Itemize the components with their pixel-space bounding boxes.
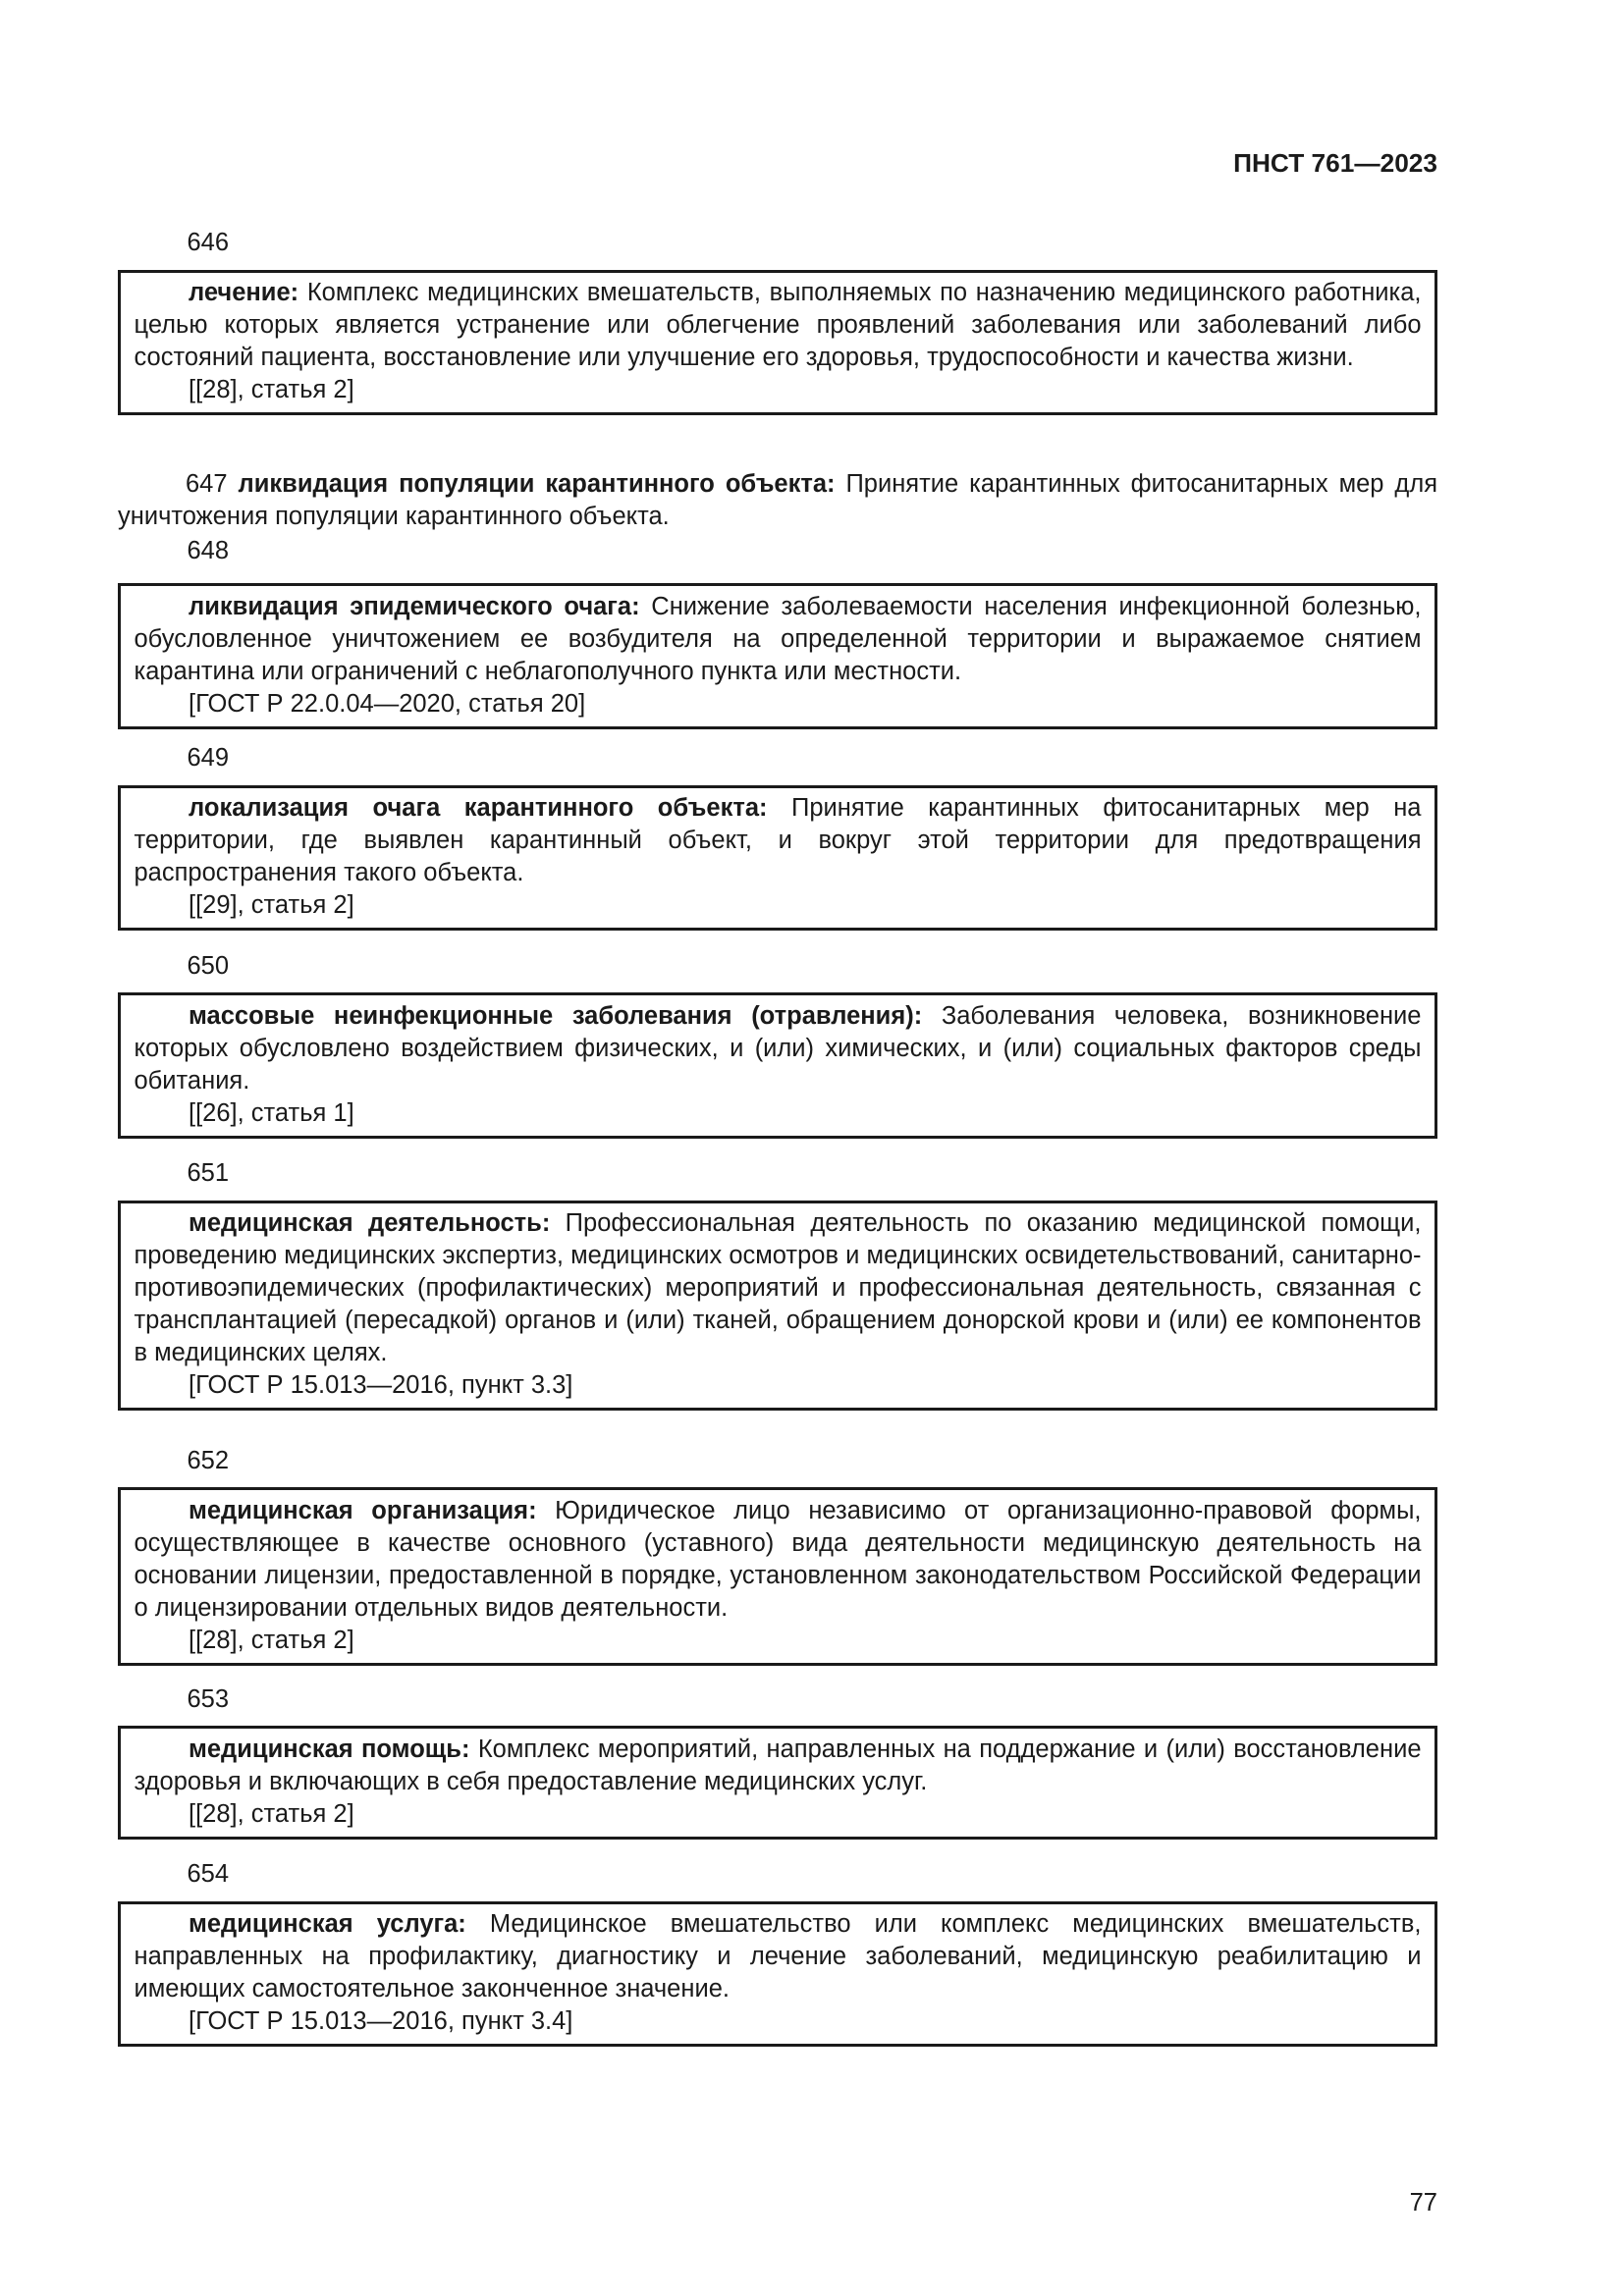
definition-text [135,792,1422,889]
definition-box-653 [118,1726,1437,1840]
definition-text [135,591,1422,688]
source-reference: [ГОСТ Р 22.0.04—2020, статья 20] [189,689,586,718]
source-reference: [ГОСТ Р 15.013—2016, пункт 3.3] [189,1371,573,1399]
term: лечение: [189,279,299,306]
term: локализация очага карантинного объекта: [189,794,768,822]
definition-box-650 [118,992,1437,1139]
source-reference: [[26], статья 1] [189,1098,354,1127]
definition: Комплекс мероприятий, направленных на поддержание и (или) восстановление здоровья и включающих в себя предоставление медицинских услуг. [134,1735,1422,1795]
entry-number-648: 648 [187,536,230,564]
definition-box-652 [118,1487,1437,1666]
term: массовые неинфекционные заболевания (отравления): [189,1001,923,1030]
definition: Комплекс медицинских вмешательств, выполняемых по назначению медицинского работника, целью которых является устранение или облегчение проявлений заболевания или заболеваний либо состояний пациента, восстановление или улучшение его здоровья, трудоспособности и качества жизни. [134,279,1422,371]
definition: Заболевания человека, возникновение которых обусловлено воздействием физических, и (или) химических, и (или) социальных факторов среды обитания. [134,1001,1422,1095]
term: медицинская деятельность: [189,1209,551,1237]
definition: Профессиональная деятельность по оказанию медицинской помощи, проведению медицинских экспертиз, медицинских осмотров и медицинских освидетельствований, санитарно-противоэпидемических (профилактических) мероприятий и профессиональная деятельность, связанная с трансплантацией (пересадкой) органов и (или) тканей, обращением донорской крови и (или) ее компонентов в медицинских целях. [134,1209,1422,1366]
definition-text [135,1000,1422,1097]
entry-number-649: 649 [187,744,230,772]
definition: Медицинское вмешательство или комплекс медицинских вмешательств, направленных на профилактику, диагностику и лечение заболеваний, медицинскую реабилитацию и имеющих самостоятельное законченное значение. [134,1910,1422,2002]
term: медицинская помощь: [189,1735,470,1763]
source-reference: [[28], статья 2] [189,1626,354,1654]
definition-text [135,1908,1422,2005]
term: медицинская организация: [189,1496,537,1524]
term: ликвидация популяции карантинного объекта: [238,470,836,498]
definition: Принятие карантинных фитосанитарных мер для уничтожения популяции карантинного объекта. [118,470,1438,530]
entry-number-650: 650 [187,951,230,980]
definition: Снижение заболеваемости населения инфекционной болезнью, обусловленное уничтожением ее возбудителя на определенной территории и выражаемое снятием карантина или ограничений с неблагополучного пункта или местности. [134,592,1422,685]
entry-number-647: 647 [186,470,228,498]
source-reference: [[28], статья 2] [189,376,354,403]
entry-number-654: 654 [187,1860,230,1888]
term: ликвидация эпидемического очага: [189,592,640,620]
entry-number-653: 653 [187,1684,230,1713]
definition-box-654 [118,1901,1437,2048]
page-number: 77 [1409,2188,1437,2216]
definition: Принятие карантинных фитосанитарных мер на территории, где выявлен карантинный объект, и вокруг этой территории для предотвращения распространения такого объекта. [134,794,1422,886]
entry-number-652: 652 [187,1446,230,1474]
entry-number-646: 646 [187,229,230,256]
definition-text [135,1495,1422,1625]
entry-number-651: 651 [187,1159,230,1187]
source-reference: [[28], статья 2] [189,1799,354,1828]
term: медицинская услуга: [189,1910,466,1938]
source-reference: [[29], статья 2] [189,891,354,919]
definition-box-651 [118,1201,1437,1412]
definition-box-649 [118,785,1437,932]
definition-box-648 [118,583,1437,729]
definition: Юридическое лицо независимо от организационно-правовой формы, осуществляющее в качестве основного (уставного) вида деятельности медицинскую деятельность на основании лицензии, предоставленной в порядке, установленном законодательством Российской Федерации о лицензировании отдельных видов деятельности. [134,1496,1422,1622]
definition-box-646 [118,270,1437,416]
definition-text [135,1207,1422,1369]
source-reference: [ГОСТ Р 15.013—2016, пункт 3.4] [189,2007,573,2035]
definition-text [135,1734,1422,1798]
definition-text [135,277,1422,374]
definition-plain-647 [118,468,1437,533]
document-id-header: ПНСТ 761—2023 [1233,148,1437,178]
